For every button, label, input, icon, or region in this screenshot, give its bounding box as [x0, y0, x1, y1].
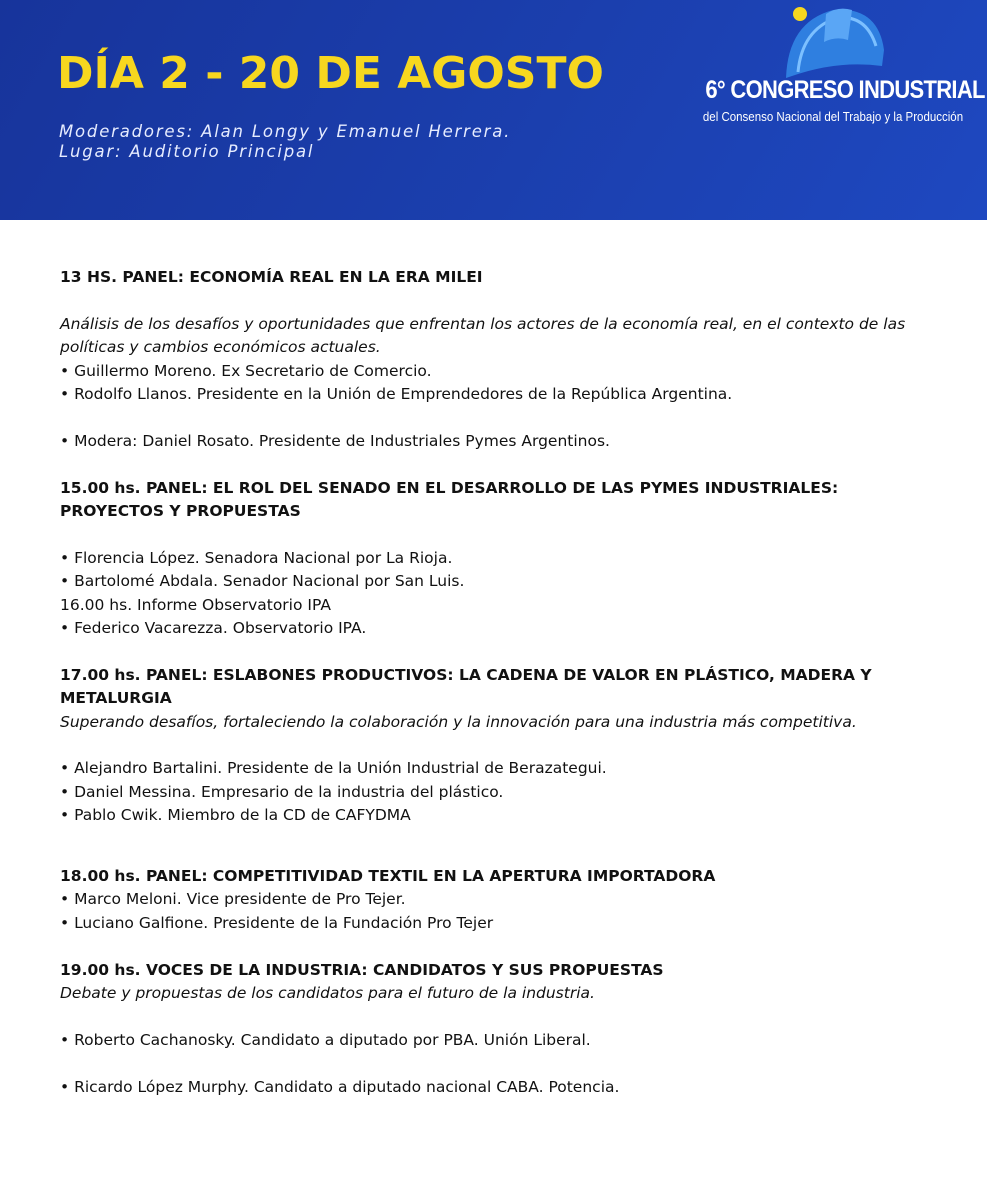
speaker-item: • Ricardo López Murphy. Candidato a diputado nacional CABA. Potencia.	[60, 1077, 620, 1096]
speaker-item: • Pablo Cwik. Miembro de la CD de CAFYDMA	[60, 806, 411, 825]
header-banner	[0, 0, 987, 220]
venue-text: Lugar: Auditorio Principal	[59, 142, 315, 161]
panel-title: 15.00 hs. PANEL: EL ROL DEL SENADO EN EL DESARROLLO DE LAS PYMES INDUSTRIALES: PROYECTOS Y PROPUESTAS	[60, 478, 839, 521]
report-title: 16.00 hs. Informe Observatorio IPA	[60, 595, 331, 614]
speaker-item: • Federico Vacarezza. Observatorio IPA.	[60, 619, 367, 638]
event-info	[59, 122, 511, 162]
panel-competitividad-textil	[60, 865, 940, 935]
congress-logo	[688, 0, 985, 220]
panel-voces-industria	[60, 959, 940, 1099]
logo-title: 6° CONGRESO INDUSTRIAL	[705, 76, 985, 104]
panel-title: 17.00 hs. PANEL: ESLABONES PRODUCTIVOS: LA CADENA DE VALOR EN PLÁSTICO, MADERA Y METALURGIA	[60, 665, 872, 708]
speaker-item: • Daniel Messina. Empresario de la industria del plástico.	[60, 782, 504, 801]
panel-description: Análisis de los desafíos y oportunidades que enfrentan los actores de la economía real, en el contexto de las políticas y cambios económicos actuales.	[60, 314, 906, 357]
hard-hat-icon	[778, 0, 888, 80]
speaker-item: • Luciano Galfione. Presidente de la Fundación Pro Tejer	[60, 913, 494, 932]
speaker-item: • Florencia López. Senadora Nacional por La Rioja.	[60, 548, 453, 567]
panel-title: 19.00 hs. VOCES DE LA INDUSTRIA: CANDIDATOS Y SUS PROPUESTAS	[60, 960, 664, 979]
speaker-item: • Guillermo Moreno. Ex Secretario de Comercio.	[60, 361, 432, 380]
moderators-text: Moderadores: Alan Longy y Emanuel Herrera.	[59, 122, 512, 141]
panel-rol-senado	[60, 477, 940, 641]
speaker-item: • Rodolfo Llanos. Presidente en la Unión de Emprendedores de la República Argentina.	[60, 385, 733, 404]
panel-description: Debate y propuestas de los candidatos para el futuro de la industria.	[60, 984, 595, 1003]
panel-description: Superando desafíos, fortaleciendo la colaboración y la innovación para una industria más competitiva.	[60, 712, 857, 731]
speaker-item: • Bartolomé Abdala. Senador Nacional por San Luis.	[60, 572, 465, 591]
program-content	[60, 266, 940, 1099]
day-title: DÍA 2 - 20 DE AGOSTO	[57, 48, 604, 99]
logo-subtitle: del Consenso Nacional del Trabajo y la Producción	[702, 110, 964, 124]
panel-title: 13 HS. PANEL: ECONOMÍA REAL EN LA ERA MILEI	[60, 268, 483, 286]
panel-title: 18.00 hs. PANEL: COMPETITIVIDAD TEXTIL EN LA APERTURA IMPORTADORA	[60, 867, 716, 886]
speaker-item: • Roberto Cachanosky. Candidato a diputado por PBA. Unión Liberal.	[60, 1030, 591, 1049]
speaker-item: • Alejandro Bartalini. Presidente de la Unión Industrial de Berazategui.	[60, 759, 607, 778]
panel-eslabones-productivos	[60, 664, 940, 828]
moderator-item: • Modera: Daniel Rosato. Presidente de Industriales Pymes Argentinos.	[60, 431, 610, 450]
panel-economia-real	[60, 266, 940, 453]
speaker-item: • Marco Meloni. Vice presidente de Pro Tejer.	[60, 890, 406, 909]
